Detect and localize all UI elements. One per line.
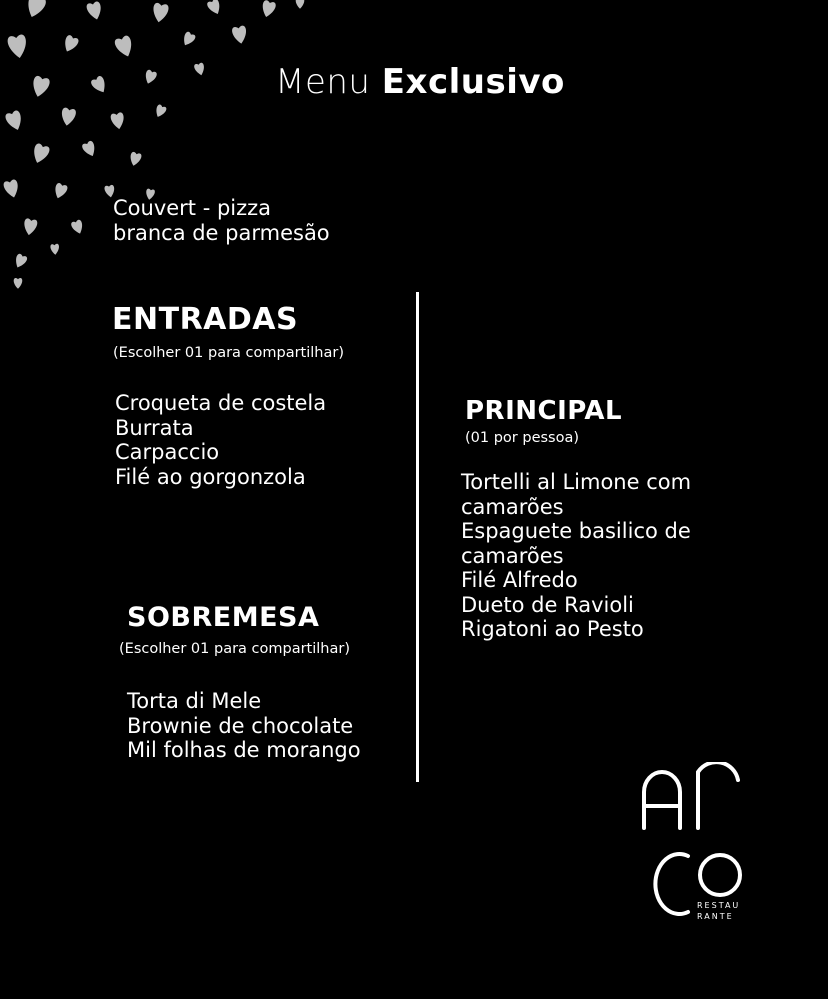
entradas-note: (Escolher 01 para compartilhar) xyxy=(113,345,344,361)
sobremesa-title: SOBREMESA xyxy=(127,602,320,633)
heart-icon xyxy=(52,182,68,200)
list-item: camarões xyxy=(461,494,564,519)
list-item: Filé Alfredo xyxy=(461,568,578,592)
entradas-list xyxy=(115,391,326,489)
page-title xyxy=(0,62,828,102)
list-item: Carpaccio xyxy=(115,440,220,464)
list-item: Torta di Mele xyxy=(127,689,262,713)
list-item: Filé ao gorgonzola xyxy=(115,464,306,489)
list-item: Brownie de chocolate xyxy=(127,713,354,738)
list-item: camarões xyxy=(461,543,564,568)
heart-icon xyxy=(206,0,223,16)
couvert-line: Couvert - pizza xyxy=(113,196,272,220)
entradas-title: ENTRADAS xyxy=(112,302,299,337)
heart-icon xyxy=(260,0,277,19)
title-bold: Exclusivo xyxy=(381,62,565,102)
hearts-pattern-icon xyxy=(0,0,320,300)
heart-icon xyxy=(86,1,104,22)
heart-icon xyxy=(24,0,48,20)
heart-icon xyxy=(70,219,85,235)
list-item: Mil folhas de morango xyxy=(127,738,361,762)
couvert-text xyxy=(113,196,413,246)
list-item: Burrata xyxy=(115,415,194,440)
list-item: Rigatoni ao Pesto xyxy=(461,617,644,641)
heart-icon xyxy=(3,179,21,200)
heart-icon xyxy=(296,0,305,9)
heart-icon xyxy=(81,140,98,158)
heart-icon xyxy=(30,143,51,166)
principal-list xyxy=(461,470,691,642)
list-item: Tortelli al Limone com xyxy=(461,470,692,494)
sobremesa-note: (Escolher 01 para compartilhar) xyxy=(119,641,350,657)
heart-icon xyxy=(151,2,169,23)
list-item: Dueto de Ravioli xyxy=(461,592,634,617)
logo-sub-line2: RANTE xyxy=(697,912,734,921)
heart-icon xyxy=(153,104,167,119)
heart-icon xyxy=(231,25,248,45)
heart-icon xyxy=(114,35,136,60)
arco-logo-icon xyxy=(640,762,760,932)
heart-icon xyxy=(4,110,25,133)
list-item: Croqueta de costela xyxy=(115,391,327,415)
heart-icon xyxy=(128,151,142,167)
sobremesa-list xyxy=(127,689,361,763)
heart-icon xyxy=(22,218,37,236)
heart-icon xyxy=(50,244,59,256)
heart-icon xyxy=(110,112,125,130)
principal-note: (01 por pessoa) xyxy=(465,430,580,446)
heart-icon xyxy=(14,278,23,289)
heart-icon xyxy=(60,107,77,127)
logo-sub-line1: RESTAU xyxy=(697,901,741,910)
heart-icon xyxy=(61,34,80,54)
heart-icon xyxy=(13,253,28,270)
list-item: Espaguete basilico de xyxy=(461,519,691,543)
principal-title: PRINCIPAL xyxy=(465,396,623,426)
column-divider xyxy=(416,292,419,782)
heart-icon xyxy=(180,31,196,48)
title-light: Menu xyxy=(275,62,371,102)
heart-icon xyxy=(7,34,29,60)
couvert-line: branca de parmesão xyxy=(113,221,330,245)
